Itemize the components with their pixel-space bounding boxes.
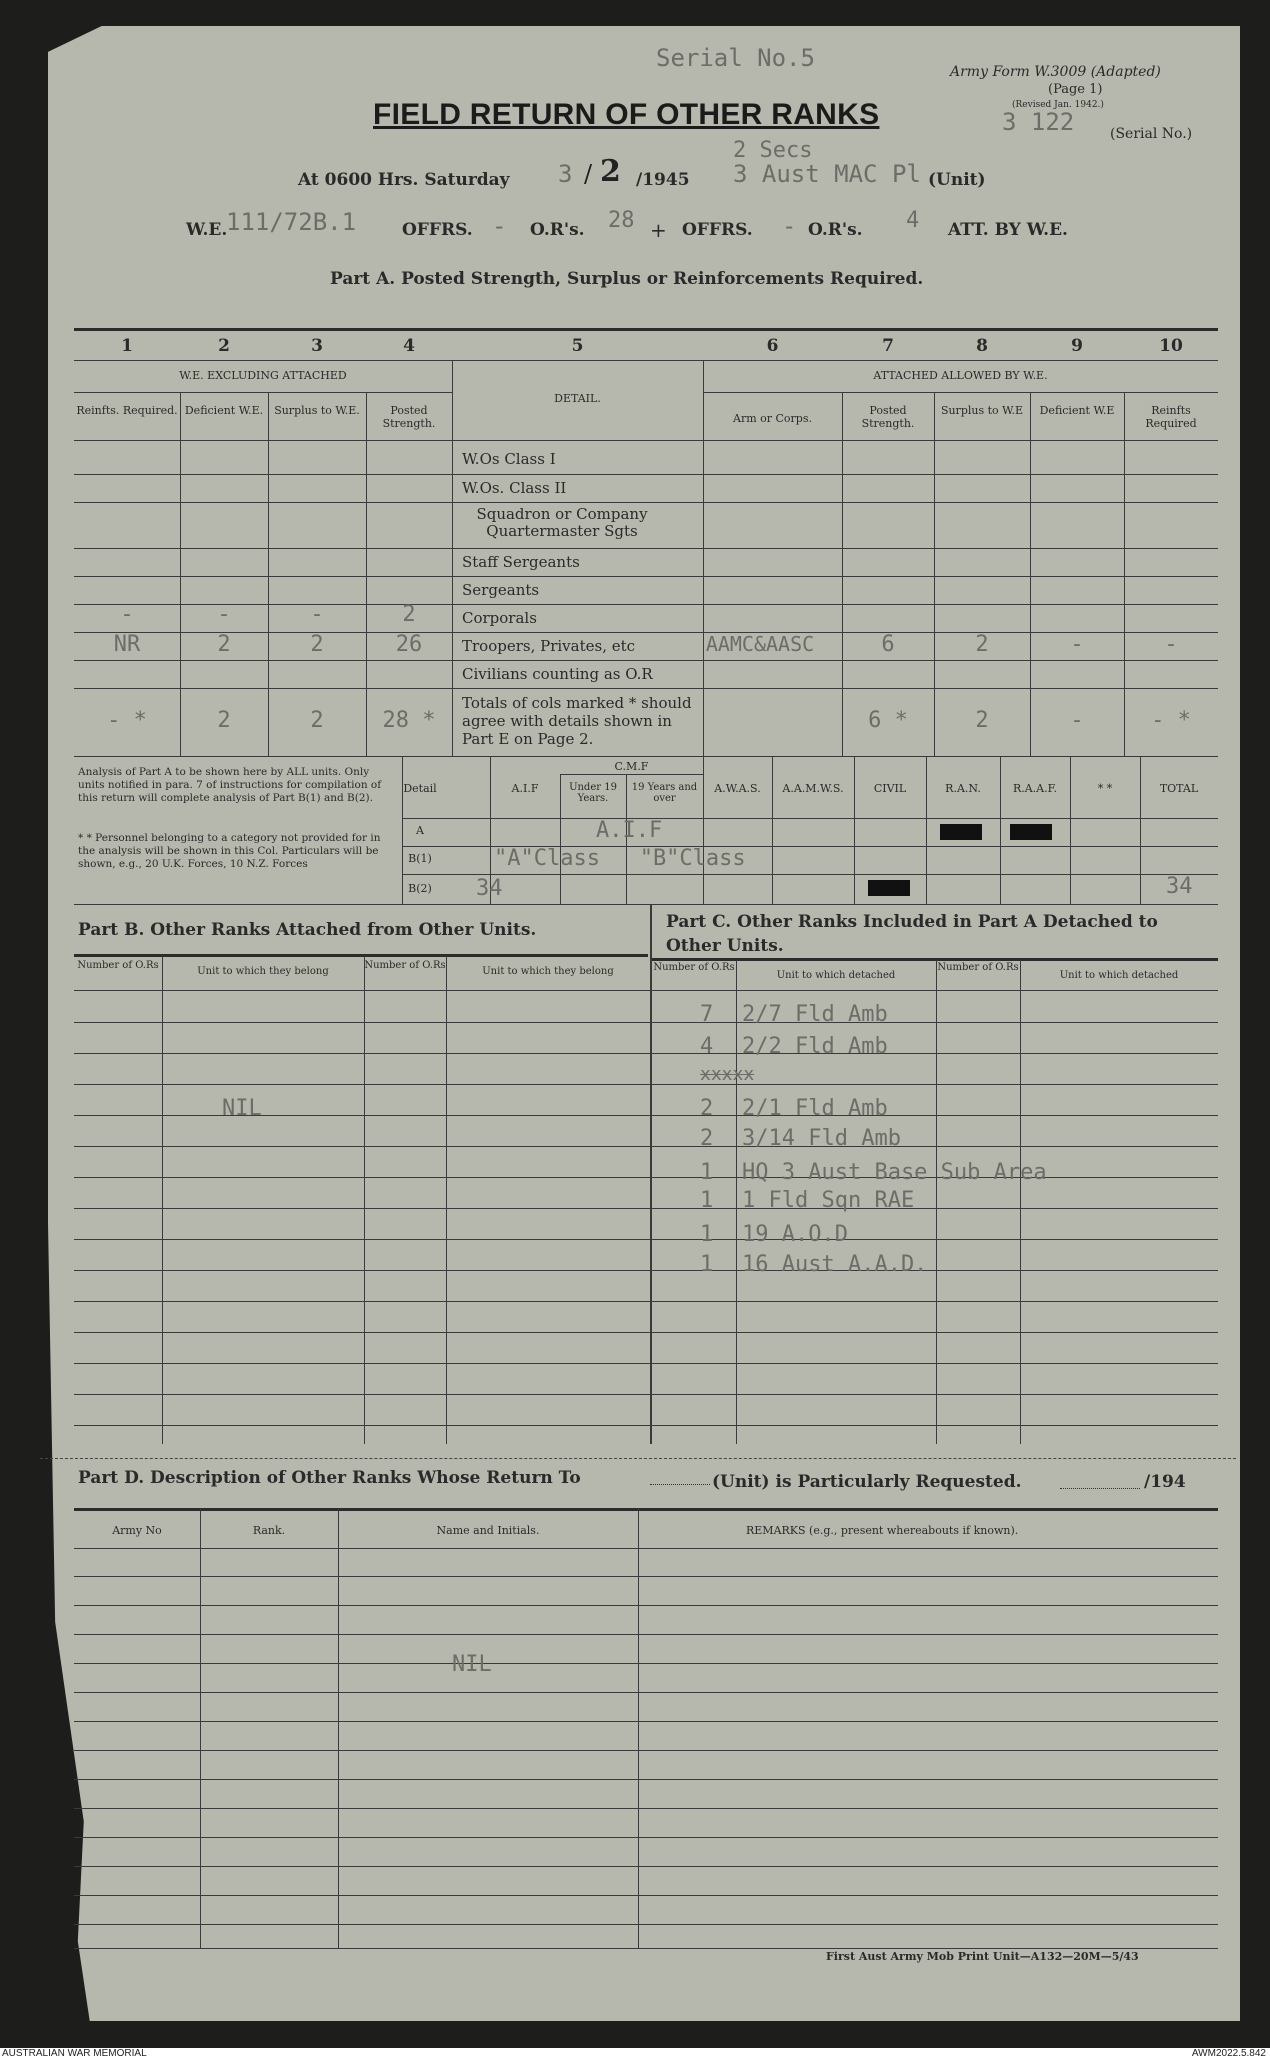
analysis-hdr-awas: A.W.A.S. <box>714 782 761 795</box>
part-b-hdr-number-2: Number of O.Rs <box>364 960 446 971</box>
unit-label: (Unit) <box>928 170 986 190</box>
analysis-row-b2: B(2) <box>408 882 432 895</box>
part-c-unit-4: 2/1 Fld Amb <box>742 1096 888 1121</box>
ruled-line <box>74 1779 1218 1780</box>
part-d-nil: NIL <box>452 1652 492 1677</box>
part-d-hdr-army-no: Army No <box>112 1524 162 1537</box>
ruled-line <box>74 1084 1218 1085</box>
we-value: 111/72B.1 <box>226 208 357 236</box>
ors-label: O.R's. <box>530 220 585 240</box>
part-c-unit-8: 19 A.O.D <box>742 1222 848 1247</box>
hdr-surplus-we: Surplus to W.E. <box>274 404 360 417</box>
detail-cqms: Squadron or Company Quartermaster Sgts <box>476 505 648 540</box>
page-label: (Page 1) <box>1048 82 1103 97</box>
part-c-unit-1: 2/7 Fld Amb <box>742 1002 888 1027</box>
troopers-c7: 6 <box>881 632 895 657</box>
totals-c10: - * <box>1151 708 1191 733</box>
analysis-row-a: A <box>416 824 424 837</box>
analysis-note-1: Analysis of Part A to be shown here by ALL units. Only units notified in para. 7 of instructions for compilation of this return will complete analysis of Part B(1) and B(2). <box>78 766 382 804</box>
att-label: ATT. BY W.E. <box>948 220 1068 240</box>
ruled-line <box>74 1634 1218 1635</box>
part-b-hdr-unit-1: Unit to which they belong <box>197 966 329 977</box>
analysis-hdr-raaf: R.A.A.F. <box>1012 782 1058 795</box>
analysis-b1-typed: "A"Class "B"Class <box>494 846 746 871</box>
part-c-num-8: 1 <box>700 1222 714 1247</box>
ruled-line <box>74 1208 1218 1209</box>
part-d-hdr-name: Name and Initials. <box>436 1524 540 1537</box>
analysis-hdr-19over: 19 Years and over <box>631 782 698 804</box>
date-month: 2 <box>600 154 621 189</box>
part-c-hdr-number-2: Number of O.Rs <box>937 962 1019 973</box>
detail-wo1: W.Os Class I <box>462 450 556 468</box>
part-c-unit-6: HQ 3 Aust Base Sub Area <box>742 1160 1047 1185</box>
corporals-c1: - <box>120 602 134 627</box>
troopers-c3: 2 <box>310 632 324 657</box>
part-c-hdr-number-1: Number of O.Rs <box>653 962 735 973</box>
part-c-num-7: 1 <box>700 1188 714 1213</box>
totals-c9: - <box>1070 708 1084 733</box>
footer-bar <box>0 2048 1270 2061</box>
unit-value: 3 Aust MAC Pl <box>733 160 921 188</box>
troopers-c9: - <box>1070 632 1084 657</box>
part-c-num-6: 1 <box>700 1160 714 1185</box>
totals-c3: 2 <box>310 708 324 733</box>
ruled-line <box>74 1301 1218 1302</box>
part-d-title-b: (Unit) is Particularly Requested. <box>712 1472 1022 1492</box>
part-c-title: Part C. Other Ranks Included in Part A Detached to Other Units. <box>666 912 1158 956</box>
troopers-c10: - <box>1164 632 1178 657</box>
date-year: /1945 <box>636 170 690 190</box>
detail-corporals: Corporals <box>462 609 537 627</box>
detail-civilians: Civilians counting as O.R <box>462 665 653 683</box>
troopers-c2: 2 <box>217 632 231 657</box>
analysis-a-aif: A.I.F <box>596 818 663 843</box>
detail-staff-sgts: Staff Sergeants <box>462 553 580 571</box>
ruled-line <box>74 1425 1218 1426</box>
print-note: First Aust Army Mob Print Unit—A132—20M—5/43 <box>826 1950 1139 1963</box>
hdr-arm-corps: Arm or Corps. <box>733 412 812 425</box>
hdr-posted-strength: Posted Strength. <box>382 404 436 430</box>
footer-left: AUSTRALIAN WAR MEMORIAL <box>2 2048 147 2059</box>
ors2-value: 4 <box>906 208 920 233</box>
detail-totals: Totals of cols marked * should agree with details shown in Part E on Page 2. <box>462 694 692 748</box>
redaction-civil <box>868 880 910 896</box>
part-a-title: Part A. Posted Strength, Surplus or Reinforcements Required. <box>330 269 924 289</box>
analysis-hdr-cmf: C.M.F <box>614 760 649 773</box>
offrs-label: OFFRS. <box>402 220 473 240</box>
secs-value: 2 Secs <box>733 138 813 163</box>
part-b-hdr-number-1: Number of O.Rs <box>77 960 159 971</box>
analysis-hdr-under19: Under 19 Years. <box>569 782 617 804</box>
offrs2-label: OFFRS. <box>682 220 753 240</box>
col-num-5: 5 <box>571 336 584 356</box>
corporals-c2: - <box>217 602 231 627</box>
ruled-line <box>74 1808 1218 1809</box>
revised-label: (Revised Jan. 1942.) <box>1012 100 1104 110</box>
part-c-num-2: 4 <box>700 1034 714 1059</box>
ors-value: 28 <box>608 208 635 233</box>
hdr-deficient-we: Deficient W.E. <box>184 404 264 417</box>
ruled-line <box>74 1332 1218 1333</box>
redaction-ran <box>940 824 982 840</box>
part-d-title-a: Part D. Description of Other Ranks Whose Return To <box>78 1468 581 1488</box>
part-d-hdr-rank: Rank. <box>252 1524 286 1537</box>
hdr-att-reinfts: Reinfts Required <box>1145 404 1197 430</box>
analysis-b2-typed: 34 <box>476 876 503 901</box>
part-c-hdr-unit-2: Unit to which detached <box>1059 970 1179 981</box>
corporals-c4: 2 <box>402 602 416 627</box>
we-excluding-header: W.E. EXCLUDING ATTACHED <box>179 369 347 382</box>
col-num-3: 3 <box>311 336 323 356</box>
part-c-num-5: 2 <box>700 1126 714 1151</box>
totals-c1: - * <box>107 708 147 733</box>
form-title: FIELD RETURN OF OTHER RANKS <box>373 98 880 131</box>
date-day: 3 <box>558 160 573 188</box>
we-label: W.E. <box>186 220 228 240</box>
footer-right: AWM2022.5.842 <box>1191 2048 1266 2059</box>
part-b-hdr-unit-2: Unit to which they belong <box>482 966 614 977</box>
part-b-nil: NIL <box>222 1096 262 1121</box>
plus-sign: + <box>650 218 667 242</box>
serial-value: 3 122 <box>1002 108 1075 136</box>
ruled-line <box>74 1270 1218 1271</box>
ruled-line <box>74 1837 1218 1838</box>
attached-allowed-header: ATTACHED ALLOWED BY W.E. <box>873 369 1048 382</box>
part-d-title-c: /194 <box>1144 1472 1186 1492</box>
col-num-1: 1 <box>121 336 133 356</box>
col-num-6: 6 <box>766 336 779 356</box>
offrs-value: - <box>492 212 507 240</box>
part-c-unit-5: 3/14 Fld Amb <box>742 1126 901 1151</box>
ruled-line <box>74 1866 1218 1867</box>
analysis-row-b1: B(1) <box>408 852 432 865</box>
col-num-7: 7 <box>882 336 894 356</box>
col-num-9: 9 <box>1071 336 1083 356</box>
offrs2-value: - <box>782 212 797 240</box>
analysis-hdr-other: * * <box>1097 782 1113 795</box>
col-num-2: 2 <box>218 336 230 356</box>
ruled-line <box>74 1576 1218 1577</box>
troopers-c8: 2 <box>975 632 989 657</box>
analysis-hdr-ran: R.A.N. <box>945 782 981 795</box>
analysis-hdr-civil: CIVIL <box>873 782 907 795</box>
ruled-line <box>74 1895 1218 1896</box>
troopers-arm-corps: AAMC&AASC <box>705 632 815 656</box>
ruled-line <box>74 1750 1218 1751</box>
ruled-line <box>74 1924 1218 1925</box>
army-form-label: Army Form W.3009 (Adapted) <box>950 64 1161 80</box>
detail-header: DETAIL. <box>554 392 601 405</box>
totals-c8: 2 <box>975 708 989 733</box>
detail-sergeants: Sergeants <box>462 581 540 599</box>
at-label: At 0600 Hrs. Saturday <box>298 170 510 190</box>
ruled-line <box>74 1239 1218 1240</box>
redaction-raaf <box>1010 824 1052 840</box>
hdr-reinfts-required: Reinfts. Required. <box>76 404 178 417</box>
troopers-c4: 26 <box>395 632 423 657</box>
part-c-hdr-unit-1: Unit to which detached <box>776 970 896 981</box>
ors2-label: O.R's. <box>808 220 863 240</box>
part-c-unit-3: xxxxx <box>700 1064 755 1085</box>
analysis-hdr-aif: A.I.F <box>511 782 539 795</box>
detail-troopers: Troopers, Privates, etc <box>462 637 636 655</box>
part-c-num-1: 7 <box>700 1002 714 1027</box>
serial-stamp: Serial No.5 <box>656 44 815 72</box>
totals-c4: 28 * <box>382 708 436 733</box>
ruled-line <box>74 1363 1218 1364</box>
hdr-att-posted-strength: Posted Strength. <box>861 404 915 430</box>
analysis-hdr-detail: Detail <box>403 782 437 795</box>
col-num-10: 10 <box>1159 336 1183 356</box>
analysis-hdr-total: TOTAL <box>1159 782 1199 795</box>
analysis-note-2: * * Personnel belonging to a category not provided for in the analysis will be shown in this Col. Particulars will be shown, e.g., 20 U.K. Forces, 10 N.Z. Forces <box>78 832 381 870</box>
totals-c2: 2 <box>217 708 231 733</box>
part-c-num-4: 2 <box>700 1096 714 1121</box>
detail-wo2: W.Os. Class II <box>462 479 567 497</box>
part-c-num-9: 1 <box>700 1252 714 1277</box>
hdr-att-deficient: Deficient W.E <box>1039 404 1115 417</box>
part-d-hdr-remarks: REMARKS (e.g., present whereabouts if known). <box>746 1524 1019 1537</box>
part-b-title: Part B. Other Ranks Attached from Other Units. <box>78 920 537 940</box>
corporals-c3: - <box>310 602 324 627</box>
ruled-line <box>74 1053 1218 1054</box>
part-c-unit-2: 2/2 Fld Amb <box>742 1034 888 1059</box>
troopers-c1: NR <box>113 632 141 657</box>
ruled-line <box>74 1663 1218 1664</box>
ruled-line <box>74 1146 1218 1147</box>
ruled-line <box>74 1721 1218 1722</box>
col-num-4: 4 <box>403 336 415 356</box>
part-c-unit-9: 16 Aust A.A.D. <box>742 1252 928 1277</box>
ruled-line <box>74 1022 1218 1023</box>
part-c-unit-7: 1 Fld Sqn RAE <box>742 1188 915 1213</box>
ruled-line <box>74 1394 1218 1395</box>
analysis-total: 34 <box>1166 874 1193 899</box>
ruled-line <box>74 1692 1218 1693</box>
totals-c7: 6 * <box>868 708 908 733</box>
hdr-att-surplus: Surplus to W.E <box>940 404 1024 417</box>
analysis-hdr-aamws: A.A.M.W.S. <box>782 782 844 795</box>
serial-label: (Serial No.) <box>1110 126 1193 142</box>
col-num-8: 8 <box>976 336 988 356</box>
ruled-line <box>74 1605 1218 1606</box>
